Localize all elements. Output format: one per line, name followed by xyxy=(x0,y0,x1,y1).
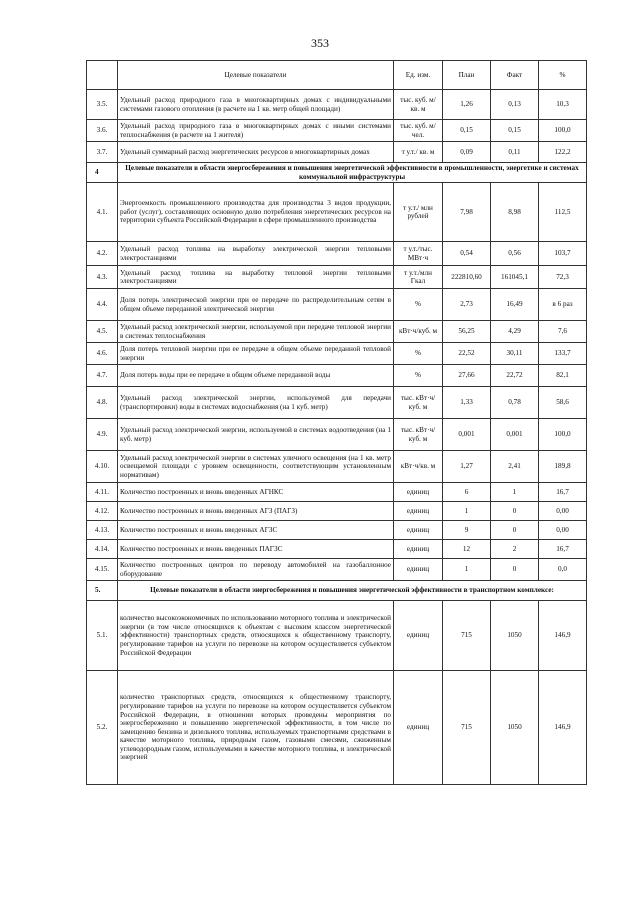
section-row xyxy=(87,163,587,183)
row-unit: т у.т./млн Гкал xyxy=(394,266,443,289)
row-plan: 12 xyxy=(443,540,491,559)
row-unit: тыс. кВт·ч/куб. м xyxy=(394,419,443,451)
row-plan: 0,54 xyxy=(443,242,491,266)
row-indicator: Количество построенных и вновь введенных ПАГЗС xyxy=(118,540,394,559)
row-indicator: количество высокоэкономичных по использованию моторного топлива и электрической энергии (в том числе относящихся к объектам с высоким классом энергетической эффективности) транспортных средств, относящихся к общественному транспорту, регулирование тарифов на услуги по перевозке на котором осуществляется субъектом Российской Федерации xyxy=(118,601,394,671)
table-row xyxy=(87,601,587,671)
row-percent: 122,2 xyxy=(539,142,587,163)
row-indicator: Количество построенных и вновь введенных АГЗ (ПАГЗ) xyxy=(118,502,394,521)
row-percent: 16,7 xyxy=(539,540,587,559)
row-unit: единиц xyxy=(394,559,443,581)
row-percent: 189,8 xyxy=(539,451,587,483)
row-plan: 22,52 xyxy=(443,343,491,365)
row-fact: 8,98 xyxy=(491,183,539,242)
row-plan: 6 xyxy=(443,483,491,502)
row-indicator: Удельный расход природного газа в многоквартирных домах с иными системами теплоснабжения (в расчете на 1 жителя) xyxy=(118,120,394,142)
row-percent: 16,7 xyxy=(539,483,587,502)
row-plan: 222810,60 xyxy=(443,266,491,289)
row-plan: 1,26 xyxy=(443,90,491,120)
row-fact: 16,49 xyxy=(491,289,539,321)
row-unit: т у.т./ кв. м xyxy=(394,142,443,163)
table-body xyxy=(87,61,587,785)
row-percent: 10,3 xyxy=(539,90,587,120)
row-indicator: Удельный расход природного газа в многоквартирных домах с индивидуальными системами газового отопления (в расчете на 1 кв. метр общей площади) xyxy=(118,90,394,120)
row-number: 4.7. xyxy=(87,365,118,387)
row-fact: 0,15 xyxy=(491,120,539,142)
row-unit: единиц xyxy=(394,521,443,540)
row-indicator: Доля потерь воды при ее передаче в общем объеме переданной воды xyxy=(118,365,394,387)
section-number: 4 xyxy=(87,163,118,183)
row-unit: % xyxy=(394,343,443,365)
row-plan: 1 xyxy=(443,559,491,581)
section-title: Целевые показатели в области энергосбережения и повышения энергетической эффективности в транспортном комплексе: xyxy=(118,581,587,601)
row-number: 4.11. xyxy=(87,483,118,502)
header-plan: План xyxy=(443,61,491,90)
row-plan: 715 xyxy=(443,601,491,671)
row-plan: 1,27 xyxy=(443,451,491,483)
row-plan: 0,001 xyxy=(443,419,491,451)
row-unit: кВт·ч/куб. м xyxy=(394,321,443,343)
table-row xyxy=(87,242,587,266)
row-number: 4.10. xyxy=(87,451,118,483)
row-number: 4.4. xyxy=(87,289,118,321)
row-unit: т у.т./тыс. МВт·ч xyxy=(394,242,443,266)
table-row xyxy=(87,343,587,365)
row-plan: 0,09 xyxy=(443,142,491,163)
row-unit: тыс. кВт·ч/куб. м xyxy=(394,387,443,419)
row-unit: единиц xyxy=(394,671,443,785)
row-percent: 0,0 xyxy=(539,559,587,581)
table-row xyxy=(87,419,587,451)
table-row xyxy=(87,365,587,387)
row-indicator: Энергоемкость промышленного производства для производства 3 видов продукции, работ (услуг), составляющих основную долю потребления энергетических ресурсов на территории субъекта Российской Федерации в сфере промышленного производства xyxy=(118,183,394,242)
row-number: 4.3. xyxy=(87,266,118,289)
row-unit: единиц xyxy=(394,483,443,502)
row-percent: 112,5 xyxy=(539,183,587,242)
row-percent: 72,3 xyxy=(539,266,587,289)
row-number: 4.5. xyxy=(87,321,118,343)
table-row xyxy=(87,142,587,163)
table-row xyxy=(87,451,587,483)
table-row xyxy=(87,502,587,521)
row-fact: 0,11 xyxy=(491,142,539,163)
indicators-table xyxy=(86,60,587,785)
row-fact: 0,56 xyxy=(491,242,539,266)
row-indicator: Удельный расход электрической энергии, используемой в системах водоотведения (на 1 куб. метр) xyxy=(118,419,394,451)
row-indicator: Удельный расход электрической энергии, используемой для передачи (транспортировки) воды в системах водоснабжения (на 1 куб. метр) xyxy=(118,387,394,419)
row-fact: 0,78 xyxy=(491,387,539,419)
row-unit: единиц xyxy=(394,502,443,521)
row-fact: 0,001 xyxy=(491,419,539,451)
row-number: 4.6. xyxy=(87,343,118,365)
row-number: 4.15. xyxy=(87,559,118,581)
row-indicator: Удельный расход топлива на выработку электрической энергии тепловыми электростанциями xyxy=(118,242,394,266)
table-row xyxy=(87,289,587,321)
row-unit: единиц xyxy=(394,540,443,559)
header-indicator: Целевые показатели xyxy=(118,61,394,90)
row-plan: 56,25 xyxy=(443,321,491,343)
row-unit: тыс. куб. м/чел. xyxy=(394,120,443,142)
row-percent: 58,6 xyxy=(539,387,587,419)
row-number: 3.7. xyxy=(87,142,118,163)
page-number: 353 xyxy=(311,36,329,50)
row-plan: 1,33 xyxy=(443,387,491,419)
section-title: Целевые показатели в области энергосбережения и повышения энергетической эффективности в промышленности, энергетике и системах коммунальной инфраструктуры xyxy=(118,163,587,183)
row-fact: 0 xyxy=(491,502,539,521)
row-number: 4.8. xyxy=(87,387,118,419)
table-row xyxy=(87,540,587,559)
table-row xyxy=(87,120,587,142)
row-plan: 9 xyxy=(443,521,491,540)
row-plan: 715 xyxy=(443,671,491,785)
row-unit: тыс. куб. м/кв. м xyxy=(394,90,443,120)
table-row xyxy=(87,90,587,120)
header-unit: Ед. изм. xyxy=(394,61,443,90)
row-number: 4.14. xyxy=(87,540,118,559)
row-fact: 0,13 xyxy=(491,90,539,120)
row-unit: единиц xyxy=(394,601,443,671)
row-indicator: количество транспортных средств, относящихся к общественному транспорту, регулирование тарифов на услуги по перевозке на котором осуществляется субъектом Российской Федерации, в отношении которых проведены мероприятия по энергосбережению и повышению энергетической эффективности, в том числе по замещению бензина и дизельного топлива, используемых транспортными средствами в качестве моторного топлива, природным газом, газовыми смесями, сжиженным углеводородным газом, используемыми в качестве моторного топлива, и электрической энергией xyxy=(118,671,394,785)
row-fact: 30,11 xyxy=(491,343,539,365)
row-percent: 0,00 xyxy=(539,502,587,521)
row-fact: 0 xyxy=(491,521,539,540)
table-row xyxy=(87,387,587,419)
row-plan: 2,73 xyxy=(443,289,491,321)
row-fact: 161045,1 xyxy=(491,266,539,289)
row-plan: 7,98 xyxy=(443,183,491,242)
row-indicator: Количество построенных центров по переводу автомобилей на газобаллонное оборудование xyxy=(118,559,394,581)
row-number: 5.2. xyxy=(87,671,118,785)
row-percent: 100,0 xyxy=(539,419,587,451)
row-percent: 7,6 xyxy=(539,321,587,343)
table-row xyxy=(87,559,587,581)
table-row xyxy=(87,183,587,242)
row-plan: 0,15 xyxy=(443,120,491,142)
row-number: 3.6. xyxy=(87,120,118,142)
row-percent: 82,1 xyxy=(539,365,587,387)
row-number: 4.2. xyxy=(87,242,118,266)
table-header-row xyxy=(87,61,587,90)
row-indicator: Количество построенных и вновь введенных АГНКС xyxy=(118,483,394,502)
section-row xyxy=(87,581,587,601)
row-unit: т у.т./ млн рублей xyxy=(394,183,443,242)
row-indicator: Удельный суммарный расход энергетических ресурсов в многоквартирных домах xyxy=(118,142,394,163)
row-indicator: Доля потерь электрической энергии при ее передаче по распределительным сетям в общем объеме переданной электрической энергии xyxy=(118,289,394,321)
row-fact: 1 xyxy=(491,483,539,502)
row-unit: % xyxy=(394,289,443,321)
row-fact: 0 xyxy=(491,559,539,581)
table-row xyxy=(87,521,587,540)
header-pct: % xyxy=(539,61,587,90)
row-number: 3.5. xyxy=(87,90,118,120)
row-fact: 4,29 xyxy=(491,321,539,343)
row-fact: 2,41 xyxy=(491,451,539,483)
row-fact: 1050 xyxy=(491,601,539,671)
row-indicator: Количество построенных и вновь введенных АГЗС xyxy=(118,521,394,540)
table-row xyxy=(87,483,587,502)
row-indicator: Удельный расход топлива на выработку тепловой энергии тепловыми электростанциями xyxy=(118,266,394,289)
row-number: 4.1. xyxy=(87,183,118,242)
row-indicator: Удельный расход электрической энергии в системах уличного освещения (на 1 кв. метр освещаемой площади с уровнем освещенности, соответствующим установленным нормативам) xyxy=(118,451,394,483)
row-number: 4.13. xyxy=(87,521,118,540)
row-unit: % xyxy=(394,365,443,387)
row-number: 4.9. xyxy=(87,419,118,451)
row-number: 4.12. xyxy=(87,502,118,521)
row-fact: 2 xyxy=(491,540,539,559)
row-percent: 146,9 xyxy=(539,671,587,785)
row-indicator: Удельный расход электрической энергии, используемой при передаче тепловой энергии в системах теплоснабжения xyxy=(118,321,394,343)
row-percent: 103,7 xyxy=(539,242,587,266)
row-number: 5.1. xyxy=(87,601,118,671)
row-fact: 22,72 xyxy=(491,365,539,387)
table-row xyxy=(87,266,587,289)
row-percent: 133,7 xyxy=(539,343,587,365)
row-percent: 100,0 xyxy=(539,120,587,142)
row-fact: 1050 xyxy=(491,671,539,785)
row-percent: 146,9 xyxy=(539,601,587,671)
section-number: 5. xyxy=(87,581,118,601)
header-num xyxy=(87,61,118,90)
row-plan: 27,66 xyxy=(443,365,491,387)
table-row xyxy=(87,671,587,785)
row-indicator: Доля потерь тепловой энергии при ее передаче в общем объеме переданной тепловой энергии xyxy=(118,343,394,365)
row-plan: 1 xyxy=(443,502,491,521)
row-percent: в 6 раз xyxy=(539,289,587,321)
table-row xyxy=(87,321,587,343)
row-unit: кВт·ч/кв. м xyxy=(394,451,443,483)
row-percent: 0,00 xyxy=(539,521,587,540)
header-fact: Факт xyxy=(491,61,539,90)
